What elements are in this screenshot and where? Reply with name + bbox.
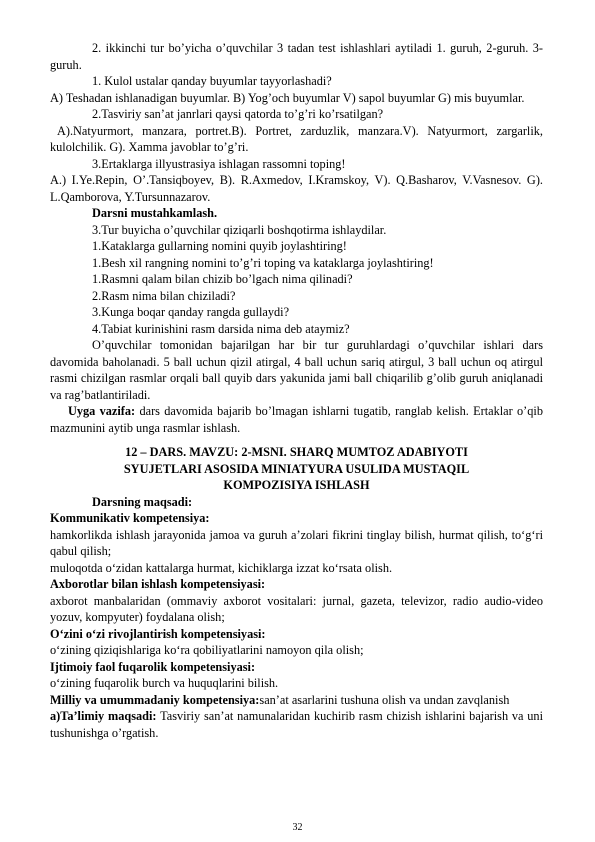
educational-goal-label: a)Ta’limiy maqsadi: <box>50 709 157 723</box>
question-1: 1. Kulol ustalar qanday buyumlar tayyorlashadi? <box>92 74 332 88</box>
lesson-title-line-3: KOMPOZISIYA ISHLASH <box>223 478 370 492</box>
competency-civic-heading: Ijtimoiy faol fuqarolik kompetensiyasi: <box>50 659 256 674</box>
lesson-title-line-2: SYUJETLARI ASOSIDA MINIATYURA USULIDA MUSTAQIL <box>123 461 470 476</box>
educational-goal-paragraph <box>50 708 543 741</box>
lesson-goal-label: Darsning maqsadi: <box>92 494 193 509</box>
question-3: 3.Ertaklarga illyustrasiya ishlagan rassomni toping! <box>92 156 346 171</box>
competency-cultural-text: san’at asarlarini tushuna olish va undan zavqlanish <box>259 692 510 707</box>
competency-cultural-heading: Milliy va umummadaniy kompetensiya: <box>50 692 260 707</box>
homework-label: Uyga vazifa: <box>68 404 136 418</box>
competency-cultural-paragraph <box>50 692 543 709</box>
answers-3: A.) I.Ye.Repin, O’.Tansiqboyev, B). R.Axmedov, I.Kramskoy, V). Q.Basharov, V.Vasnesov. G). L.Qamborova, Y.Tursunnazarov. <box>50 173 543 204</box>
task-item-q1: 1.Rasmni qalam bilan chizib bo’lgach nima qilinadi? <box>92 272 353 286</box>
section-heading-mustahkamlash: Darsni mustahkamlash. <box>92 206 218 220</box>
task-item-q3: 3.Kunga boqar qanday rangda gullaydi? <box>92 305 290 319</box>
educational-goal-text: Tasviriy san’at namunalaridan kuchirib rasm chizish ishlarini bajarish va uni tushunishga o’rgatish. <box>50 709 543 740</box>
competency-self-development-heading: O‘zini o‘zi rivojlantirish kompetensiyasi: <box>50 626 266 641</box>
task-item-colors: 1.Besh xil rangning nomini to’g’ri toping va kataklarga joylashtiring! <box>92 255 434 270</box>
competency-civic-text: o‘zining fuqarolik burch va huquqlarini bilish. <box>50 676 279 690</box>
paragraph-grading: O’quvchilar tomonidan bajarilgan har bir tur guruhlardagi o’quvchilar ishlari dars davomida baholanadi. 5 ball uchun qizil atirgal, 4 ball uchun sariq atirgul, 3 ball uchun oq atirgul rasmi chizilgan rasmlar orqali ball quyib dars yakunida jami ball chiqarilib g’olib guruh aniqlanadi va rag’batlantiriladi. <box>50 338 543 402</box>
question-2: 2.Tasviriy san’at janrlari qaysi qatorda to’g’ri ko’rsatilgan? <box>92 107 384 121</box>
competency-self-development-text: o‘zining qiziqishlariga ko‘ra qobiliyatlarini namoyon qila olish; <box>50 643 364 657</box>
answers-2: A).Natyurmort, manzara, portret.B). Portret, zarduzlik, manzara.V). Natyurmort, zargarlik, kulolchilik. G). Xamma javoblar to’g’ri. <box>50 123 543 154</box>
answers-1: A) Teshadan ishlanadigan buyumlar. B) Yog’och buyumlar V) sapol buyumlar G) mis buyumlar. <box>50 90 525 105</box>
competency-information-heading: Axborotlar bilan ishlash kompetensiyasi: <box>50 577 266 591</box>
homework-paragraph <box>50 403 543 436</box>
task-item-q2: 2.Rasm nima bilan chiziladi? <box>92 288 236 303</box>
task-3-intro: 3.Tur buyicha o’quvchilar qiziqarli boshqotirma ishlaydilar. <box>92 222 387 237</box>
competency-communicative-text-1: hamkorlikda ishlash jarayonida jamoa va guruh a’zolari fikrini tinglay bilish, hurmat qilish, to‘g‘ri qabul qilish; <box>50 527 543 558</box>
task-item-flowers: 1.Kataklarga gullarning nomini quyib joylashtiring! <box>92 239 347 253</box>
page-number: 32 <box>292 822 303 833</box>
competency-communicative-text-2: muloqotda o‘zidan kattalarga hurmat, kichiklarga izzat ko‘rsata olish. <box>50 560 393 575</box>
competency-information-text: axborot manbalaridan (ommaviy axborot vositalari: jurnal, gazeta, televizor, radio audio-video yozuv, kompyuter) foydalana olish; <box>50 593 543 624</box>
competency-communicative-heading: Kommunikativ kompetensiya: <box>50 511 210 525</box>
paragraph-test-intro: 2. ikkinchi tur bo’yicha o’quvchilar 3 tadan test ishlashlari aytiladi 1. guruh, 2-guruh. 3-guruh. <box>50 41 543 72</box>
lesson-title-line-1: 12 – DARS. MAVZU: 2-MSNI. SHARQ MUMTOZ ADABIYOTI <box>125 445 468 459</box>
page-content <box>50 40 543 741</box>
task-item-q4: 4.Tabiat kurinishini rasm darsida nima deb ataymiz? <box>92 321 350 336</box>
homework-text: dars davomida bajarib bo’lmagan ishlarni tugatib, ranglab kelish. Ertaklar o’qib mazmunini aytib unga rasmlar ishlash. <box>50 404 543 435</box>
